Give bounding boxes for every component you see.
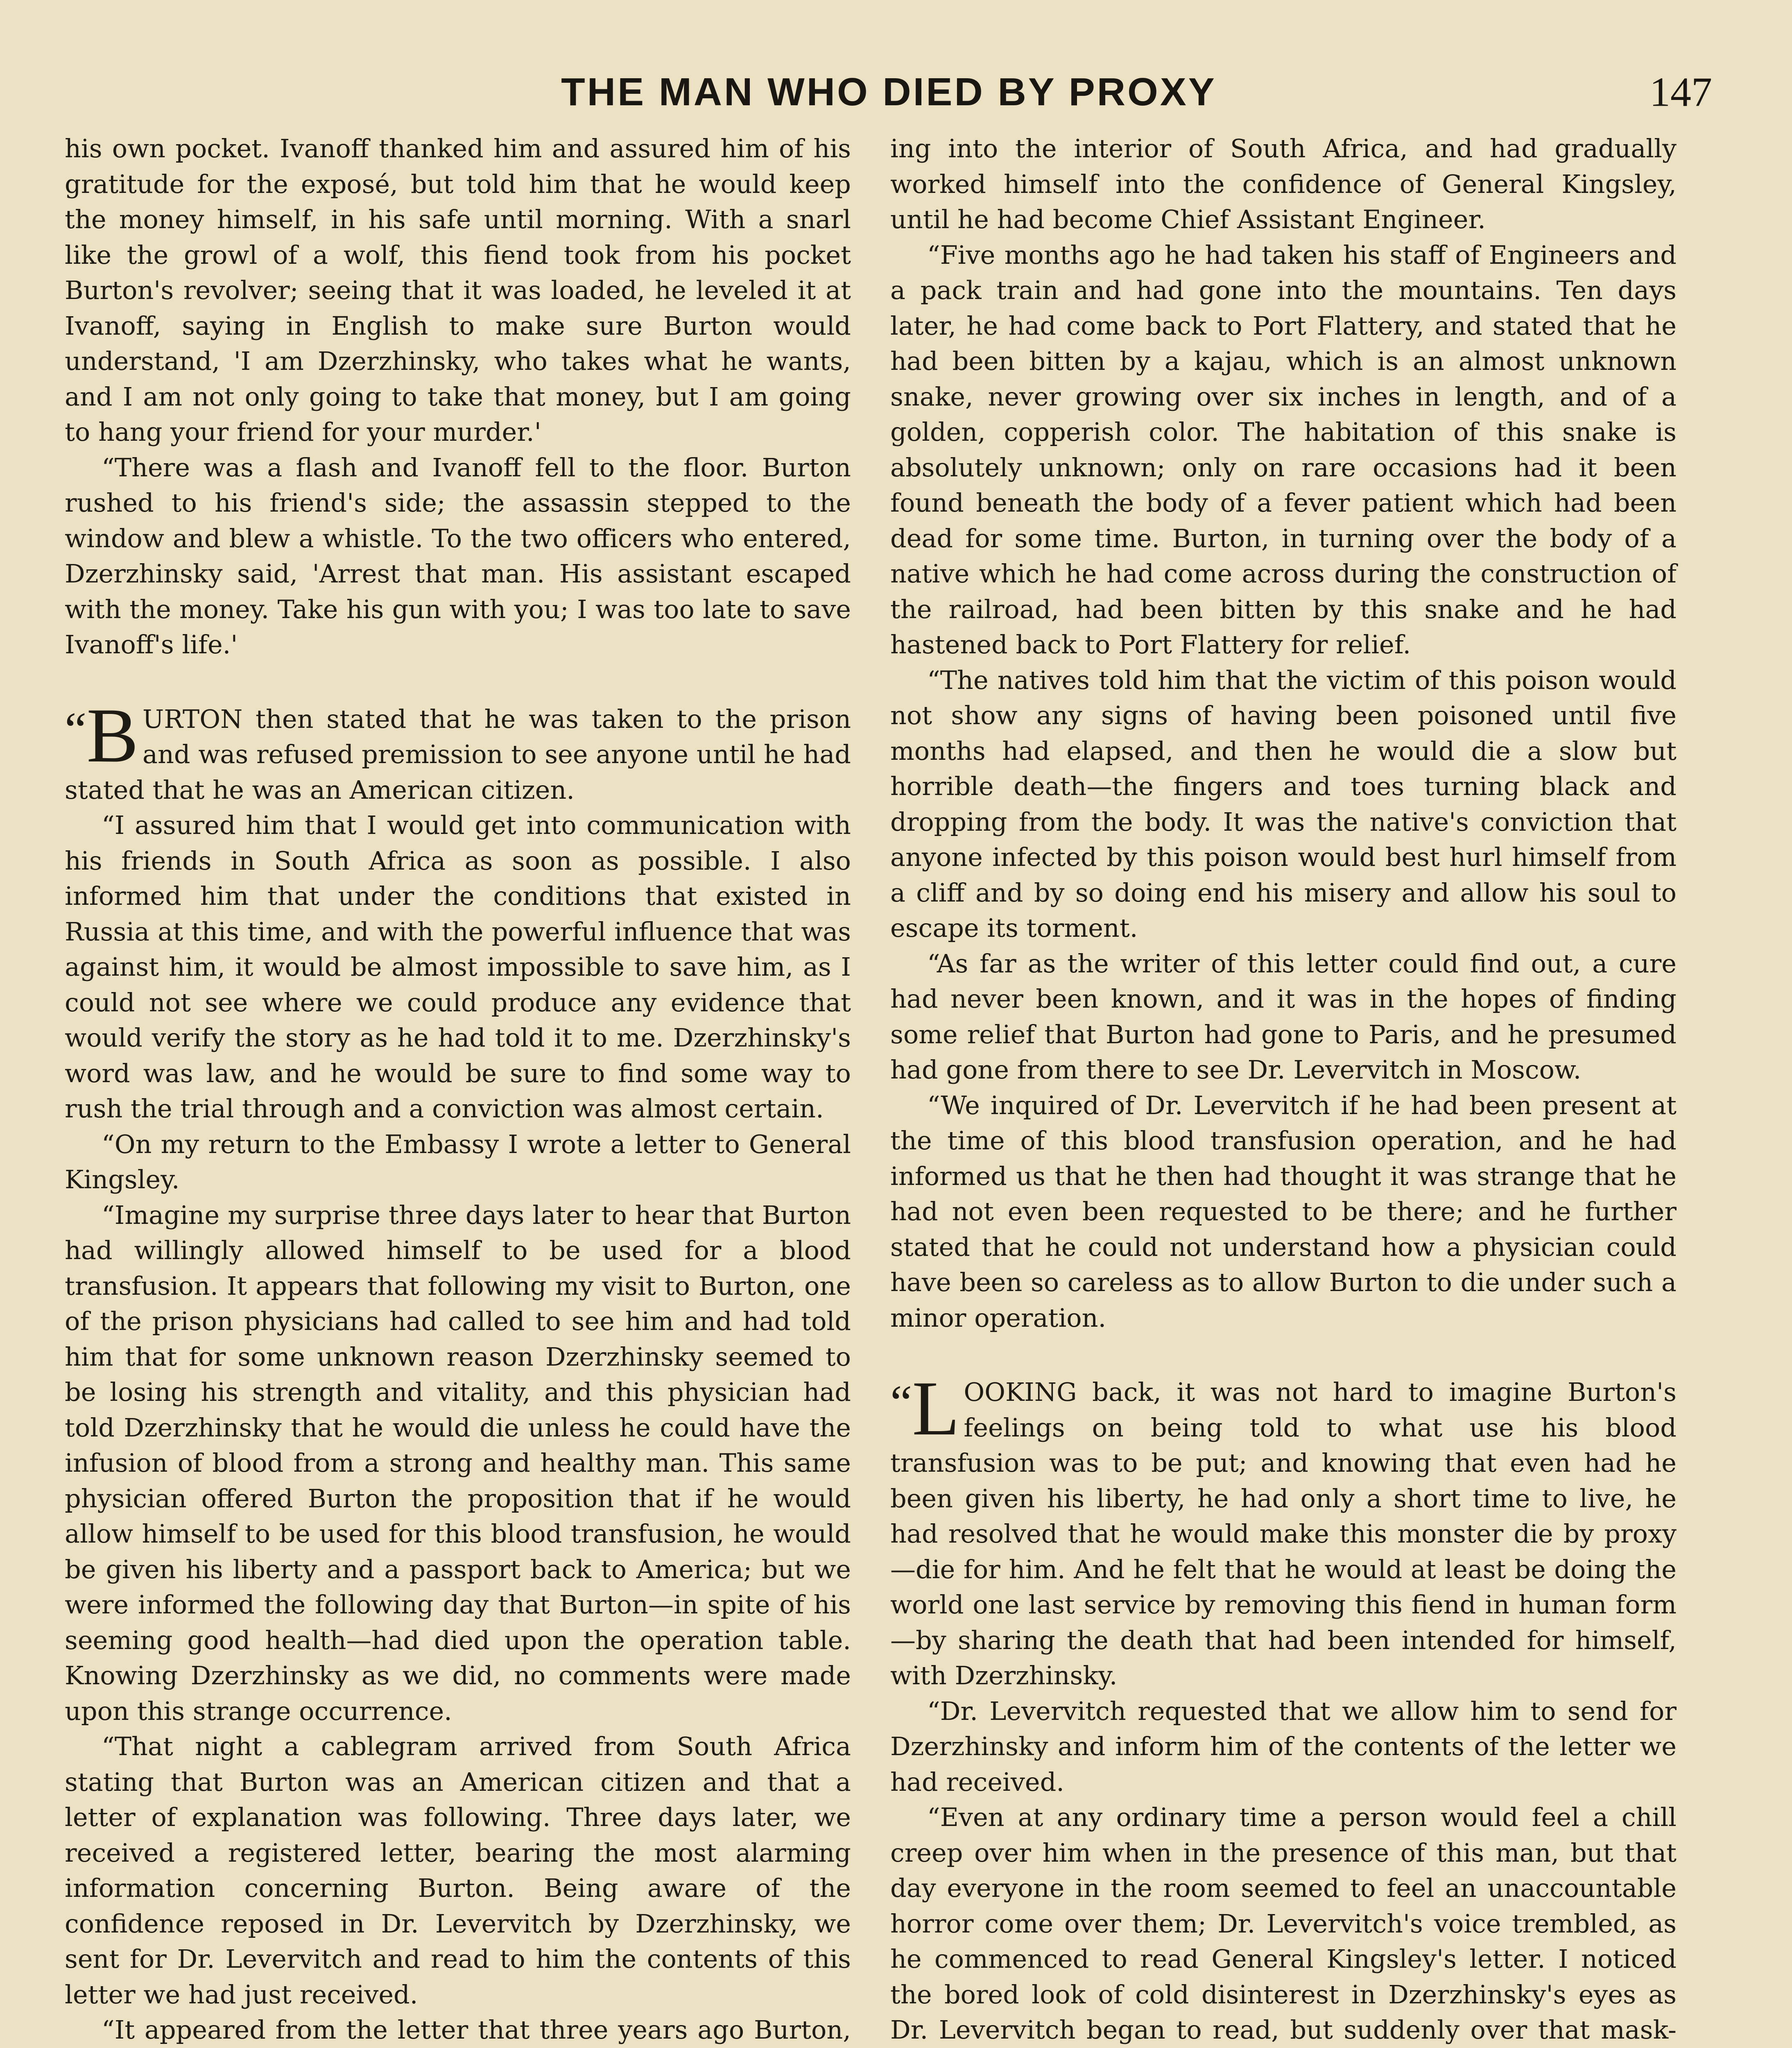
page-number: 147 xyxy=(1649,69,1712,116)
running-title: THE MAN WHO DIED BY PROXY xyxy=(561,70,1217,114)
paragraph: “It appeared from the letter that three years ago Burton, xyxy=(102,2015,851,2045)
paragraph: “The natives told him that the victim of this poison would not show any signs of having been poisoned until five months had elapsed, and then he would die a slow but horrible death—the fingers and toes turning black and dropping from the body. It was the native's conviction that anyone infected by this poison would best hurl himself from a cliff and by so doing end his misery and allow his soul to escape its torment. xyxy=(890,665,1677,943)
left-column xyxy=(65,131,851,2048)
drop-cap: “B xyxy=(65,692,138,779)
paragraph: “I assured him that I would get into communication with his friends in South Africa as soon as possible. I also informed him that under the conditions that existed in Russia at this time, and with the powerful influence that was against him, it would be almost impossible to save him, as I could not see where we could produce any evidence that would verify the story as he had told it to me. Dzerzhinsky's word was law, and he would be sure to find some way to rush the trial through and a conviction was almost certain. xyxy=(65,810,851,1124)
paragraph: his own pocket. Ivanoff thanked him and assured him of his gratitude for the exposé, but told him that he would keep the money himself, in his safe until morning. With a snarl like the growl of a wolf, this fiend took from his pocket Burton's revolver; seeing that it was loaded, he leveled it at Ivanoff, saying in English to make sure Burton would understand, 'I am Dzerzhinsky, who takes what he wants, and I am not only going to take that money, but I am going to hang your friend for your murder.' xyxy=(65,134,851,447)
drop-cap: “L xyxy=(890,1366,960,1452)
paragraph: “That night a cablegram arrived from South Africa stating that Burton was an American citizen and that a letter of explanation was following. Three days later, we received a registered letter, bearing the most alarming information concerning Burton. Being aware of the confidence reposed in Dr. Levervitch by Dzerzhinsky, we sent for Dr. Levervitch and read to him the contents of this letter we had just received. xyxy=(65,1731,851,2009)
paragraph: “Even at any ordinary time a person would feel a chill creep over him when in the presence of this man, but that day everyone in the room seemed to feel an unaccountable horror come over them; Dr. Levervitch's voice trembled, as he commenced to read General Kingsley's letter. I noticed the bored look of cold disinterest in Dzerzhinsky's eyes as Dr. Levervitch began to read, but suddenly over that mask- xyxy=(890,1802,1677,2045)
section-opening-paragraph: “L OOKING back, it was not hard to imagine Burton's feelings on being told to what use his blood transfusion was to be put; and knowing that even had he been given his liberty, he had only a short time to live, he had resolved that he would make this monster die by proxy—die for him. And he felt that he would at least be doing the world one last service by removing this fiend in human form—by sharing the death that had been intended for himself, with Dzerzhinsky. xyxy=(890,1366,1677,1690)
page-header xyxy=(66,61,1712,123)
paragraph: “There was a flash and Ivanoff fell to the floor. Burton rushed to his friend's side; the assassin stepped to the window and blew a whistle. To the two officers who entered, Dzerzhinsky said, 'Arrest that man. His assistant escaped with the money. Take his gun with you; I was too late to save Ivanoff's life.' xyxy=(65,452,851,659)
section-opening-paragraph: “B URTON then stated that he was taken to the prison and was refused premission to see anyone until he had stated that he was an American citizen. xyxy=(65,692,851,805)
right-column xyxy=(890,131,1677,2048)
paragraph: “Dr. Levervitch requested that we allow him to send for Dzerzhinsky and inform him of the contents of the letter we had received. xyxy=(890,1696,1677,1797)
paragraph: “On my return to the Embassy I wrote a letter to General Kingsley. xyxy=(65,1129,851,1194)
paragraph: “As far as the writer of this letter could find out, a cure had never been known, and it was in the hopes of finding some relief that Burton had gone to Paris, and he presumed had gone from there to see Dr. Levervitch in Moscow. xyxy=(890,948,1677,1085)
paragraph: “Imagine my surprise three days later to hear that Burton had willingly allowed himself to be used for a blood transfusion. It appears that following my visit to Burton, one of the prison physicians had called to see him and had told him that for some unknown reason Dzerzhinsky seemed to be losing his strength and vitality, and this physician had told Dzerzhinsky that he would die unless he could have the infusion of blood from a strong and healthy man. This same physician offered Burton the proposition that if he would allow himself to be used for this blood transfusion, he would be given his liberty and a passport back to America; but we were informed the following day that Burton—in spite of his seeming good health—had died upon the operation table. Knowing Dzerzhinsky as we did, no comments were made upon this strange occurrence. xyxy=(65,1200,851,1726)
article-body xyxy=(65,131,1677,2048)
paragraph: “We inquired of Dr. Levervitch if he had been present at the time of this blood transfusion operation, and he had informed us that he then had thought it was strange that he had not even been requested to be there; and he further stated that he could not understand how a physician could have been so careless as to allow Burton to die under such a minor operation. xyxy=(890,1090,1677,1333)
paragraph: “Five months ago he had taken his staff of Engineers and a pack train and had gone into the mountains. Ten days later, he had come back to Port Flattery, and stated that he had been bitten by a kajau, which is an almost unknown snake, never growing over six inches in length, and of a golden, copperish color. The habitation of this snake is absolutely unknown; only on rare occasions had it been found beneath the body of a fever patient which had been dead for some time. Burton, in turning over the body of a native which he had come across during the construction of the railroad, had been bitten by this snake and he had hastened back to Port Flattery for relief. xyxy=(890,240,1677,659)
paragraph: ing into the interior of South Africa, and had gradually worked himself into the confidence of General Kingsley, until he had become Chief Assistant Engineer. xyxy=(890,134,1677,234)
